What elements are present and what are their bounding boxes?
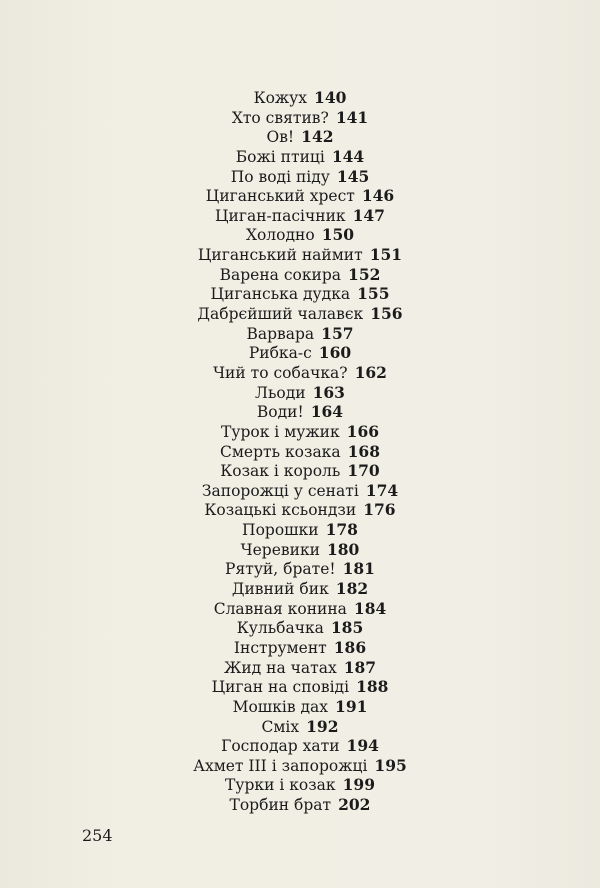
toc-entry-page: 166 (346, 421, 380, 441)
toc-entry (237, 618, 364, 638)
toc-entry-title: Турок і мужик (220, 422, 340, 441)
toc-entry-title: Смерть козака (220, 442, 341, 461)
toc-entry-title: Циганська дудка (210, 285, 351, 304)
toc-entry-title: Циганський хрест (205, 187, 355, 206)
toc-entry (242, 520, 358, 540)
toc-entry (236, 147, 364, 167)
toc-entry (204, 500, 395, 520)
toc-entry-title: Козацькі ксьондзи (204, 501, 357, 520)
toc-entry-page: 199 (342, 775, 375, 795)
toc-entry (215, 206, 385, 226)
toc-entry (233, 697, 368, 717)
toc-entry-title: Льоди (255, 383, 306, 402)
toc-entry-page: 191 (335, 696, 368, 716)
toc-entry-title: Порошки (242, 521, 319, 540)
toc-entry (221, 736, 379, 756)
toc-entry (220, 442, 380, 462)
toc-entry-title: Циган-пасічник (215, 206, 346, 225)
toc-entry-title: По воді піду (230, 167, 330, 186)
toc-entry-page: 142 (301, 127, 334, 147)
toc-entry-title: Славная конина (213, 599, 347, 618)
toc-entry-title: Кульбачка (236, 619, 324, 638)
toc-entry-title: Сміх (261, 717, 300, 736)
toc-entry-title: Дабрєйший чалавєк (197, 305, 364, 324)
toc-entry-title: Холодно (245, 226, 315, 245)
toc-entry-title: Рятуй, брате! (225, 560, 336, 579)
toc-entry-page: 187 (343, 657, 377, 677)
toc-entry (255, 383, 345, 403)
toc-entry-page: 144 (331, 146, 365, 166)
toc-entry (220, 265, 381, 285)
toc-entry-page: 157 (321, 323, 354, 343)
toc-entry (213, 363, 387, 383)
toc-entry-page: 168 (347, 441, 380, 461)
toc-entry-title: Чий то собачка? (213, 363, 348, 382)
toc-entry-page: 192 (306, 716, 339, 736)
toc-entry (254, 88, 347, 108)
toc-entry (214, 599, 387, 619)
toc-entry-title: Торбин брат (229, 796, 332, 815)
toc-entry-title: Дивний бик (231, 580, 329, 599)
toc-entry-title: Турки і козак (225, 776, 336, 795)
toc-entry-page: 202 (338, 795, 371, 815)
toc-entry-page: 155 (357, 284, 390, 304)
toc-entry-page: 176 (363, 500, 396, 520)
toc-entry-page: 182 (335, 579, 369, 599)
toc-entry-title: Інструмент (233, 638, 327, 657)
toc-entry-title: Господар хати (221, 737, 340, 756)
toc-entry-title: Варена сокира (219, 265, 342, 284)
toc-entry (257, 402, 343, 422)
toc-entry-title: Води! (256, 403, 304, 422)
toc-entry (241, 540, 360, 560)
toc-entry-page: 146 (361, 186, 395, 206)
toc-entry-page: 140 (314, 88, 347, 107)
toc-entry-page: 160 (318, 343, 352, 363)
toc-entry (225, 559, 375, 579)
toc-entry-page: 194 (346, 736, 379, 756)
toc-entry-page: 151 (369, 245, 403, 265)
toc-entry (198, 245, 402, 265)
toc-entry-title: Циганський наймит (197, 246, 363, 265)
toc-entry (262, 717, 339, 737)
toc-entry-page: 141 (335, 107, 369, 127)
toc-entry-page: 145 (336, 166, 370, 186)
toc-entry (249, 343, 351, 363)
toc-entry (197, 304, 402, 324)
toc-entry-page: 152 (348, 264, 381, 284)
toc-entry-page: 156 (370, 304, 403, 324)
toc-entry-title: Жид на чатах (223, 658, 337, 677)
toc-entry (246, 225, 354, 245)
toc-entry-title: Запорожці у сенаті (201, 481, 359, 500)
toc-entry-title: Ов! (266, 128, 295, 147)
toc-entry-title: Варвара (246, 324, 315, 343)
toc-entry-page: 195 (374, 755, 407, 775)
toc-entry-page: 150 (321, 225, 355, 245)
toc-entry-page: 180 (326, 539, 360, 559)
toc-entry-title: Козак і король (220, 462, 341, 481)
toc-entry (232, 108, 368, 128)
page-number: 254 (82, 826, 113, 845)
toc-entry (206, 186, 394, 206)
toc-entry-page: 147 (352, 205, 385, 225)
toc-entry-page: 185 (330, 618, 364, 638)
toc-entry (202, 481, 398, 501)
toc-entry-page: 174 (365, 480, 399, 500)
toc-entry (234, 638, 366, 658)
toc-entry (220, 461, 379, 481)
toc-entry (224, 658, 376, 678)
toc-entry-title: Циган на сповіді (211, 678, 350, 697)
toc-entry-page: 162 (354, 362, 387, 382)
toc-entry (230, 795, 371, 815)
toc-entry-page: 178 (325, 520, 358, 540)
toc-entry-page: 188 (356, 677, 389, 697)
toc-entry-title: Ахмет ІІІ і запорожці (193, 756, 368, 775)
toc-entry (266, 127, 333, 147)
toc-entry (210, 284, 389, 304)
table-of-contents (0, 88, 600, 815)
toc-entry-page: 164 (310, 402, 344, 422)
toc-entry (221, 422, 379, 442)
toc-entry-page: 170 (347, 461, 380, 481)
toc-entry-title: Мошків дах (232, 697, 329, 716)
toc-entry-title: Хто святив? (231, 108, 329, 127)
toc-entry (225, 775, 375, 795)
toc-entry-title: Кожух (253, 89, 308, 107)
toc-entry (232, 579, 368, 599)
toc-entry-title: Черевики (240, 540, 320, 559)
toc-entry-page: 186 (333, 637, 367, 657)
toc-entry-title: Рибка-с (248, 344, 312, 363)
toc-entry-title: Божі птиці (235, 147, 325, 166)
toc-entry-page: 184 (353, 598, 387, 618)
toc-entry (212, 677, 389, 697)
toc-entry (246, 324, 353, 344)
toc-entry (231, 167, 370, 187)
toc-entry-page: 163 (312, 382, 345, 402)
toc-entry (193, 756, 407, 776)
toc-entry-page: 181 (342, 559, 375, 579)
